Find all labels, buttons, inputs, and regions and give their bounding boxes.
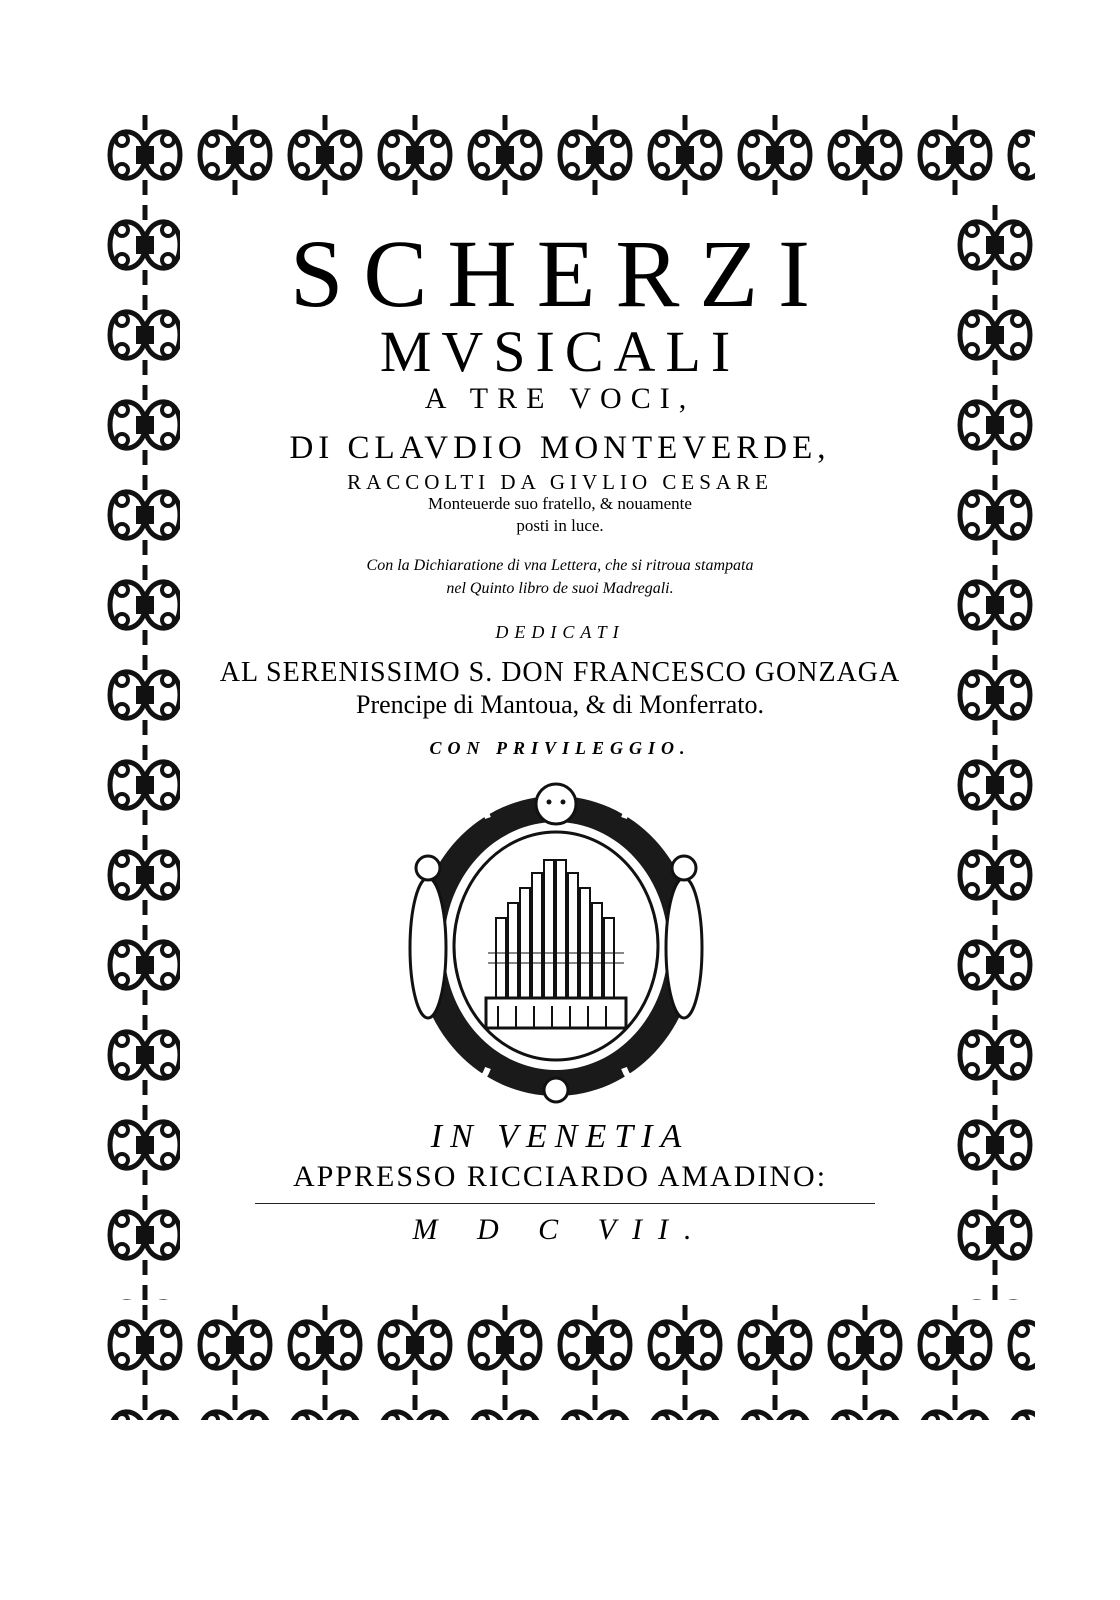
- publisher-line: APPRESSO RICCIARDO AMADINO:: [292, 1160, 828, 1193]
- prince-line: Prencipe di Mantoua, & di Monferrato.: [356, 690, 764, 719]
- page-subtitle: MVSICALI: [379, 319, 741, 384]
- page-title: SCHERZI: [289, 220, 831, 327]
- brother-line: Monteuerde suo fratello, & nouamente: [428, 494, 692, 513]
- border-right-ornament: [950, 200, 1035, 1300]
- collected-by-line: RACCOLTI DA GIVLIO CESARE: [347, 470, 773, 494]
- dedicati-line: DEDICATI: [495, 622, 625, 642]
- city-line: IN VENETIA: [430, 1118, 690, 1155]
- border-bottom-ornament: [100, 1300, 1035, 1420]
- dedicatee-line: AL SERENISSIMO S. DON FRANCESCO GONZAGA: [219, 657, 901, 688]
- year-line: M D C VII.: [412, 1213, 708, 1246]
- posti-line: posti in luce.: [516, 516, 604, 535]
- author-line: DI CLAVDIO MONTEVERDE,: [289, 430, 831, 466]
- declaration-line-2: nel Quinto libro de suoi Madregali.: [446, 580, 674, 597]
- border-left-ornament: [100, 200, 180, 1300]
- voices-line: A TRE VOCI,: [424, 382, 696, 415]
- privilege-line: CON PRIVILEGGIO.: [429, 738, 691, 758]
- border-top-ornament: [100, 110, 1035, 200]
- printer-device-organ-icon: [398, 778, 714, 1106]
- rule-divider: [255, 1203, 875, 1204]
- declaration-line-1: Con la Dichiaratione di vna Lettera, che si ritroua stampata: [366, 557, 754, 574]
